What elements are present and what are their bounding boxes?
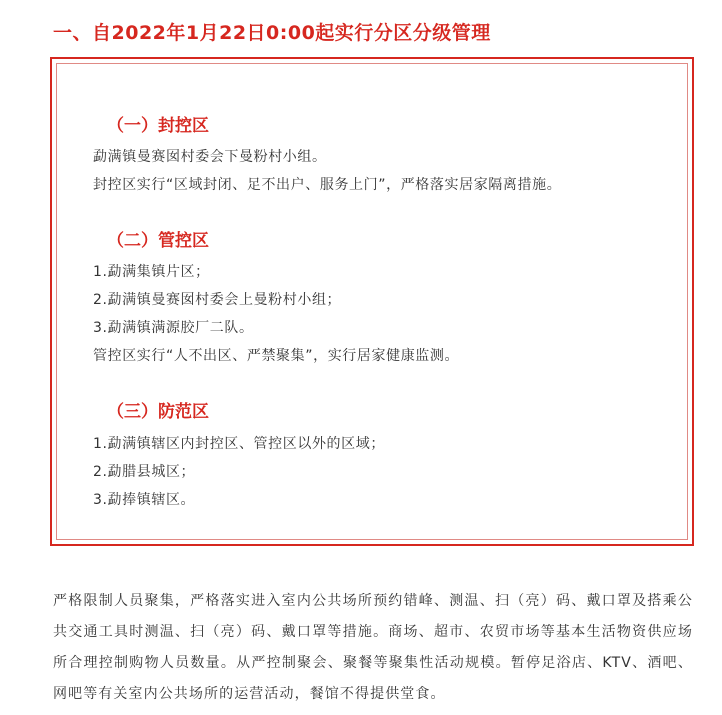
lockdown-zone-line: 封控区实行“区域封闭、足不出户、服务上门”，严格落实居家隔离措施。 — [93, 177, 562, 193]
prevention-zone-title: （三）防范区 — [107, 402, 209, 422]
lockdown-zone-line: 勐满镇曼赛囡村委会下曼粉村小组。 — [93, 149, 327, 165]
zones-box — [50, 57, 694, 546]
measures-paragraph: 严格限制人员聚集，严格落实进入室内公共场所预约错峰、测温、扫（亮）码、戴口罩及搭乘公共交通工具时测温、扫（亮）码、戴口罩等措施。商场、超市、农贸市场等基本生活物资供应场所合理控制购物人员数量。从严控制聚会、聚餐等聚集性活动规模。暂停足浴店、KTV、酒吧、网吧等有关室内公共场所的运营活动，餐馆不得提供堂食。 — [53, 593, 693, 702]
section-heading: 一、自2022年1月22日0:00起实行分区分级管理 — [53, 22, 491, 44]
control-zone-line: 管控区实行“人不出区、严禁聚集”，实行居家健康监测。 — [93, 348, 460, 364]
zones-box-inner-border — [56, 63, 688, 540]
control-zone-line: 1.勐满集镇片区； — [93, 264, 210, 280]
lockdown-zone-title: （一）封控区 — [107, 116, 209, 136]
prevention-zone-line: 3.勐捧镇辖区。 — [93, 492, 196, 508]
prevention-zone-line: 2.勐腊县城区； — [93, 464, 196, 480]
prevention-zone-line: 1.勐满镇辖区内封控区、管控区以外的区域； — [93, 436, 385, 452]
control-zone-line: 3.勐满镇满源胶厂二队。 — [93, 320, 254, 336]
control-zone-line: 2.勐满镇曼赛囡村委会上曼粉村小组； — [93, 292, 342, 308]
control-zone-title: （二）管控区 — [107, 231, 209, 251]
